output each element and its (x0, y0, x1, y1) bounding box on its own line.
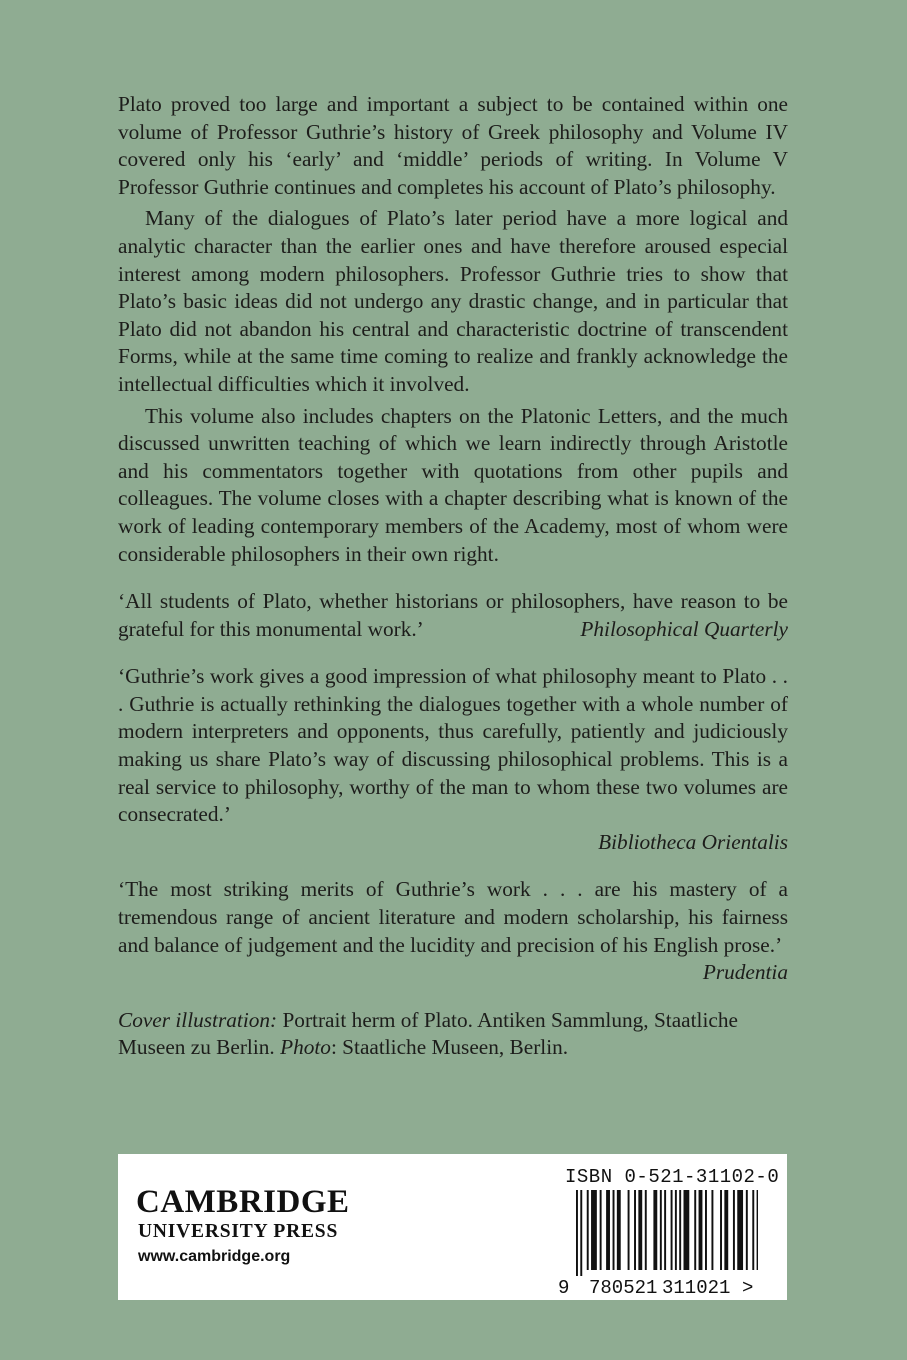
barcode-bar (699, 1190, 703, 1270)
barcode-digits-right: 311021 (662, 1277, 731, 1298)
barcode-bar (671, 1190, 673, 1270)
description-paragraph-1: Plato proved too large and important a subject to be contained within one volume of Professor Guthrie’s history of Greek philosophy and Volume IV covered only his ‘early’ and ‘middle’ periods of writing. In Volume V Professor Guthrie continues and completes his account of Plato’s philosophy. (118, 92, 788, 199)
barcode-bars (576, 1190, 758, 1276)
barcode-bar (675, 1190, 677, 1270)
barcode-bar (653, 1190, 657, 1270)
barcode (558, 1190, 758, 1298)
publisher-panel (118, 1154, 787, 1300)
barcode-bar (606, 1190, 610, 1270)
barcode-bar (600, 1190, 602, 1270)
barcode-bar (679, 1190, 681, 1270)
isbn-label: ISBN 0-521-31102-0 (565, 1166, 780, 1188)
review-3 (118, 876, 788, 959)
review-2-quote: ‘Guthrie’s work gives a good impression of what philosophy meant to Plato . . . Guthrie is actually rethinking the dialogues together with a whole number of modern interpreters and opponents, thus carefully, patiently and judiciously making us share Plato’s way of discussing philosophical problems. This is a real service to philosophy, worthy of the man to whom these two volumes are consecrated.’ (118, 664, 788, 827)
barcode-bar (613, 1190, 615, 1270)
barcode-bar (645, 1190, 647, 1270)
barcode-bar (638, 1190, 642, 1270)
description-paragraph-2: Many of the dialogues of Plato’s later period have a more logical and analytic character than the earlier ones and have therefore aroused especial interest among modern philosophers. Professor Guthrie tries to show that Plato’s basic ideas did not undergo any drastic change, and in particular that Plato did not abandon his central and characteristic doctrine of transcendent Forms, while at the same time coming to realize and frankly acknowledge the intellectual difficulties which it involved. (118, 206, 788, 396)
credit-label: Cover illustration: (118, 1007, 278, 1032)
publisher-press: UNIVERSITY PRESS (138, 1221, 339, 1242)
photo-text: : Staatliche Museen, Berlin. (330, 1035, 569, 1060)
publisher-name: CAMBRIDGE (136, 1184, 350, 1220)
barcode-bar (617, 1190, 621, 1270)
barcode-bar (746, 1190, 748, 1270)
barcode-marker: > (742, 1277, 754, 1298)
barcode-bar (757, 1190, 758, 1270)
barcode-bar (580, 1190, 582, 1276)
barcode-bar (752, 1190, 754, 1270)
barcode-digit-first: 9 (558, 1277, 570, 1298)
barcode-bar (720, 1190, 722, 1270)
review-1-source: Philosophical Quarterly (580, 616, 788, 641)
review-1 (118, 588, 788, 643)
barcode-bar (737, 1190, 743, 1270)
review-1-quote: ‘All students of Plato, whether historians or philosophers, have reason to be grateful for this monumental work.’ (118, 589, 788, 641)
barcode-bar (591, 1190, 597, 1270)
barcode-bar (724, 1190, 728, 1270)
barcode-bar (684, 1190, 690, 1270)
photo-label: Photo (280, 1035, 331, 1060)
cover-text (118, 91, 788, 1062)
description-paragraph-3: This volume also includes chapters on the Platonic Letters, and the much discussed unwritten teaching of which we learn indirectly through Aristotle and his commentators together with quotations from other pupils and colleagues. The volume closes with a chapter describing what is known of the work of leading contemporary members of the Academy, most of whom were considerable philosophers in their own right. (118, 403, 788, 566)
cover-credit (118, 1007, 788, 1062)
barcode-bar (576, 1190, 578, 1276)
credit-text: Portrait herm of Plato. Antiken Sammlung, Staatliche Museen zu Berlin. (118, 1007, 738, 1060)
barcode-bar (587, 1190, 589, 1270)
barcode-bar (634, 1190, 636, 1270)
barcode-bar (733, 1190, 735, 1270)
review-3-quote: ‘The most striking merits of Guthrie’s work . . . are his mastery of a tremendous range of ancient literature and modern scholarship, his fairness and balance of judgement and the lucidity and precision of his English prose.’ (118, 877, 788, 957)
barcode-bar (705, 1190, 707, 1270)
barcode-digits-left: 780521 (589, 1277, 658, 1298)
review-2-source: Bibliotheca Orientalis (598, 829, 788, 854)
barcode-bar (664, 1190, 666, 1270)
review-3-source: Prudentia (702, 960, 788, 985)
publisher-url: www.cambridge.org (138, 1248, 291, 1265)
barcode-bar (628, 1190, 630, 1270)
barcode-bar (694, 1190, 696, 1270)
barcode-bar (660, 1190, 662, 1270)
review-2 (118, 663, 788, 829)
barcode-bar (711, 1190, 713, 1270)
